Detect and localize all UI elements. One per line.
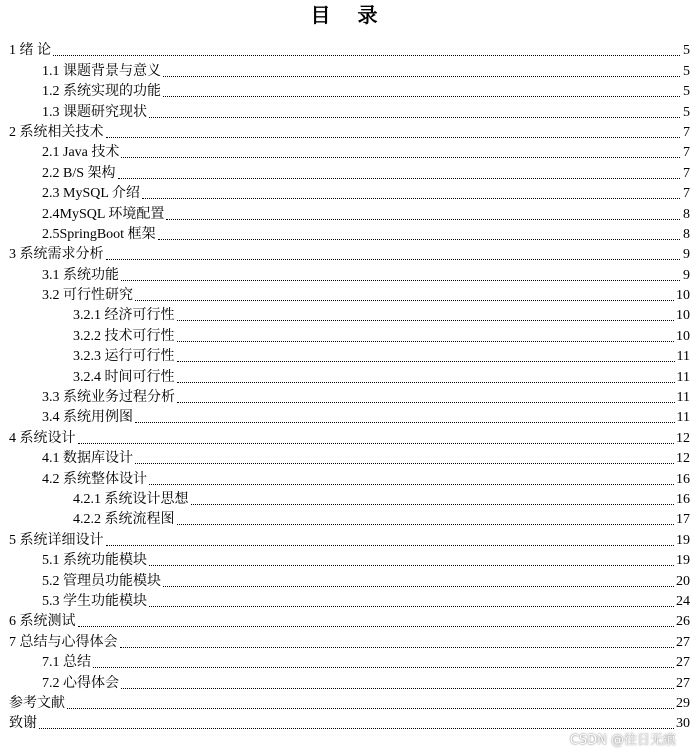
- toc-entry-page-number: 12: [676, 451, 690, 467]
- toc-entry-page-number: 7: [683, 124, 690, 140]
- toc-entry-page-number: 10: [676, 288, 690, 304]
- dot-leader: [163, 75, 680, 77]
- toc-entry-page-number: 9: [683, 267, 690, 283]
- toc-entry[interactable]: [0, 570, 698, 590]
- toc-entry-title: 5.2 管理员功能模块: [42, 573, 161, 589]
- dot-leader: [67, 707, 674, 709]
- toc-entry[interactable]: [0, 591, 698, 611]
- dot-leader: [177, 381, 675, 383]
- toc-title: 目 录: [310, 3, 388, 27]
- toc-entry-page-number: 8: [683, 226, 690, 242]
- toc-entry-title: 4.2.2 系统流程图: [73, 512, 175, 528]
- toc-entry[interactable]: [0, 183, 698, 203]
- toc-entry[interactable]: [0, 244, 698, 264]
- toc-entry-page-number: 26: [676, 614, 690, 630]
- dot-leader: [121, 279, 680, 281]
- dot-leader: [142, 197, 680, 199]
- toc-entry[interactable]: [0, 305, 698, 325]
- toc-entry[interactable]: [0, 427, 698, 447]
- toc-entry-title: 2.5SpringBoot 框架: [42, 226, 156, 242]
- dot-leader: [149, 483, 674, 485]
- toc-entry[interactable]: [0, 550, 698, 570]
- toc-entry[interactable]: [0, 285, 698, 305]
- toc-entry[interactable]: [0, 468, 698, 488]
- toc-entry[interactable]: [0, 122, 698, 142]
- toc-entry-page-number: 20: [676, 573, 690, 589]
- toc-entry-title: 3.4 系统用例图: [42, 410, 133, 426]
- dot-leader: [166, 218, 680, 220]
- toc-entry-page-number: 17: [676, 512, 690, 528]
- dot-leader: [78, 625, 675, 627]
- dot-leader: [78, 442, 675, 444]
- toc-entry-title: 参考文献: [9, 695, 65, 711]
- toc-entry-title: 7.2 心得体会: [42, 675, 119, 691]
- toc-entry-title: 5 系统详细设计: [9, 532, 104, 548]
- toc-entry-title: 3.2.3 运行可行性: [73, 349, 175, 365]
- toc-entry[interactable]: [0, 142, 698, 162]
- toc-entry-title: 5.1 系统功能模块: [42, 553, 147, 569]
- toc-entry[interactable]: [0, 325, 698, 345]
- toc-entry-title: 3.2.4 时间可行性: [73, 369, 175, 385]
- toc-entry[interactable]: [0, 224, 698, 244]
- toc-entry[interactable]: [0, 448, 698, 468]
- dot-leader: [135, 462, 674, 464]
- dot-leader: [177, 523, 675, 525]
- toc-entry[interactable]: [0, 652, 698, 672]
- toc-entry-page-number: 11: [676, 390, 690, 406]
- toc-entry-title: 3.2 可行性研究: [42, 288, 133, 304]
- toc-entry-page-number: 19: [676, 553, 690, 569]
- toc-entry-title: 7.1 总结: [42, 655, 91, 671]
- toc-entry-title: 2.3 MySQL 介绍: [42, 186, 140, 202]
- toc-entry-page-number: 7: [683, 186, 690, 202]
- toc-entry[interactable]: [0, 162, 698, 182]
- toc-entry-title: 4.2 系统整体设计: [42, 471, 147, 487]
- dot-leader: [135, 299, 674, 301]
- dot-leader: [118, 177, 680, 179]
- watermark: CSDN @往日无痕: [569, 733, 676, 748]
- toc-entry-page-number: 11: [676, 369, 690, 385]
- toc-entry-title: 2.4MySQL 环境配置: [42, 206, 165, 222]
- toc-entry-title: 4.1 数据库设计: [42, 451, 133, 467]
- toc-entry-title: 2.1 Java 技术: [42, 145, 120, 161]
- toc-entry-page-number: 8: [683, 206, 690, 222]
- toc-entry-title: 6 系统测试: [9, 614, 76, 630]
- dot-leader: [163, 585, 674, 587]
- dot-leader: [158, 238, 680, 240]
- toc-entry[interactable]: [0, 203, 698, 223]
- toc-entry-title: 7 总结与心得体会: [9, 634, 118, 650]
- toc-entry-page-number: 27: [676, 634, 690, 650]
- toc-entry-page-number: 12: [676, 430, 690, 446]
- toc-entry-page-number: 7: [683, 145, 690, 161]
- toc-entry[interactable]: [0, 611, 698, 631]
- toc-entry-page-number: 9: [683, 247, 690, 263]
- toc-entry[interactable]: [0, 346, 698, 366]
- toc-entry-title: 1.2 系统实现的功能: [42, 84, 161, 100]
- toc-entry-title: 3.3 系统业务过程分析: [42, 390, 175, 406]
- toc-entry[interactable]: [0, 407, 698, 427]
- toc-entry-page-number: 16: [676, 491, 690, 507]
- toc-entry[interactable]: [0, 693, 698, 713]
- dot-leader: [53, 54, 680, 56]
- toc-entry-title: 4.2.1 系统设计思想: [73, 491, 189, 507]
- toc-entry-title: 2 系统相关技术: [9, 124, 104, 140]
- toc-entry[interactable]: [0, 264, 698, 284]
- toc-entry-page-number: 27: [676, 655, 690, 671]
- toc-entry-page-number: 5: [683, 104, 690, 120]
- toc-entry-page-number: 5: [683, 43, 690, 59]
- toc-entry-title: 1.3 课题研究现状: [42, 104, 147, 120]
- toc-entry-page-number: 11: [676, 410, 690, 426]
- dot-leader: [177, 319, 675, 321]
- toc-entry[interactable]: [0, 509, 698, 529]
- toc-entry-page-number: 29: [676, 695, 690, 711]
- toc-entry-page-number: 19: [676, 532, 690, 548]
- toc-entry-title: 4 系统设计: [9, 430, 76, 446]
- toc-entry[interactable]: [0, 40, 698, 60]
- dot-leader: [121, 687, 674, 689]
- toc-entry-page-number: 16: [676, 471, 690, 487]
- toc-entry[interactable]: [0, 387, 698, 407]
- toc-entry[interactable]: [0, 529, 698, 549]
- dot-leader: [149, 605, 674, 607]
- toc-entry-page-number: 30: [676, 716, 690, 732]
- dot-leader: [149, 116, 680, 118]
- toc-entry-title: 1.1 课题背景与意义: [42, 63, 161, 79]
- toc-list: [0, 40, 698, 733]
- dot-leader: [106, 544, 675, 546]
- toc-entry[interactable]: [0, 101, 698, 121]
- toc-entry-title: 2.2 B/S 架构: [42, 165, 116, 181]
- toc-entry-title: 3 系统需求分析: [9, 247, 104, 263]
- toc-entry-page-number: 7: [683, 165, 690, 181]
- toc-entry-title: 5.3 学生功能模块: [42, 593, 147, 609]
- dot-leader: [163, 95, 680, 97]
- toc-entry-page-number: 24: [676, 593, 690, 609]
- toc-entry-page-number: 5: [683, 84, 690, 100]
- dot-leader: [135, 421, 675, 423]
- dot-leader: [149, 564, 674, 566]
- toc-entry-page-number: 10: [676, 308, 690, 324]
- toc-entry-page-number: 11: [676, 349, 690, 365]
- toc-entry[interactable]: [0, 81, 698, 101]
- toc-entry[interactable]: [0, 631, 698, 651]
- dot-leader: [106, 258, 681, 260]
- toc-entry-page-number: 5: [683, 63, 690, 79]
- dot-leader: [93, 666, 674, 668]
- toc-entry-title: 3.1 系统功能: [42, 267, 119, 283]
- toc-entry[interactable]: [0, 672, 698, 692]
- toc-entry-page-number: 10: [676, 328, 690, 344]
- dot-leader: [191, 503, 675, 505]
- dot-leader: [106, 136, 681, 138]
- toc-entry[interactable]: [0, 489, 698, 509]
- dot-leader: [177, 360, 675, 362]
- dot-leader: [177, 401, 675, 403]
- dot-leader: [177, 340, 675, 342]
- toc-entry-title: 1 绪 论: [9, 43, 51, 59]
- toc-entry[interactable]: [0, 60, 698, 80]
- toc-entry-page-number: 27: [676, 675, 690, 691]
- dot-leader: [121, 156, 680, 158]
- toc-entry-title: 3.2.1 经济可行性: [73, 308, 175, 324]
- dot-leader: [120, 646, 675, 648]
- toc-entry[interactable]: [0, 366, 698, 386]
- toc-entry-title: 致谢: [9, 716, 37, 732]
- toc-entry-title: 3.2.2 技术可行性: [73, 328, 175, 344]
